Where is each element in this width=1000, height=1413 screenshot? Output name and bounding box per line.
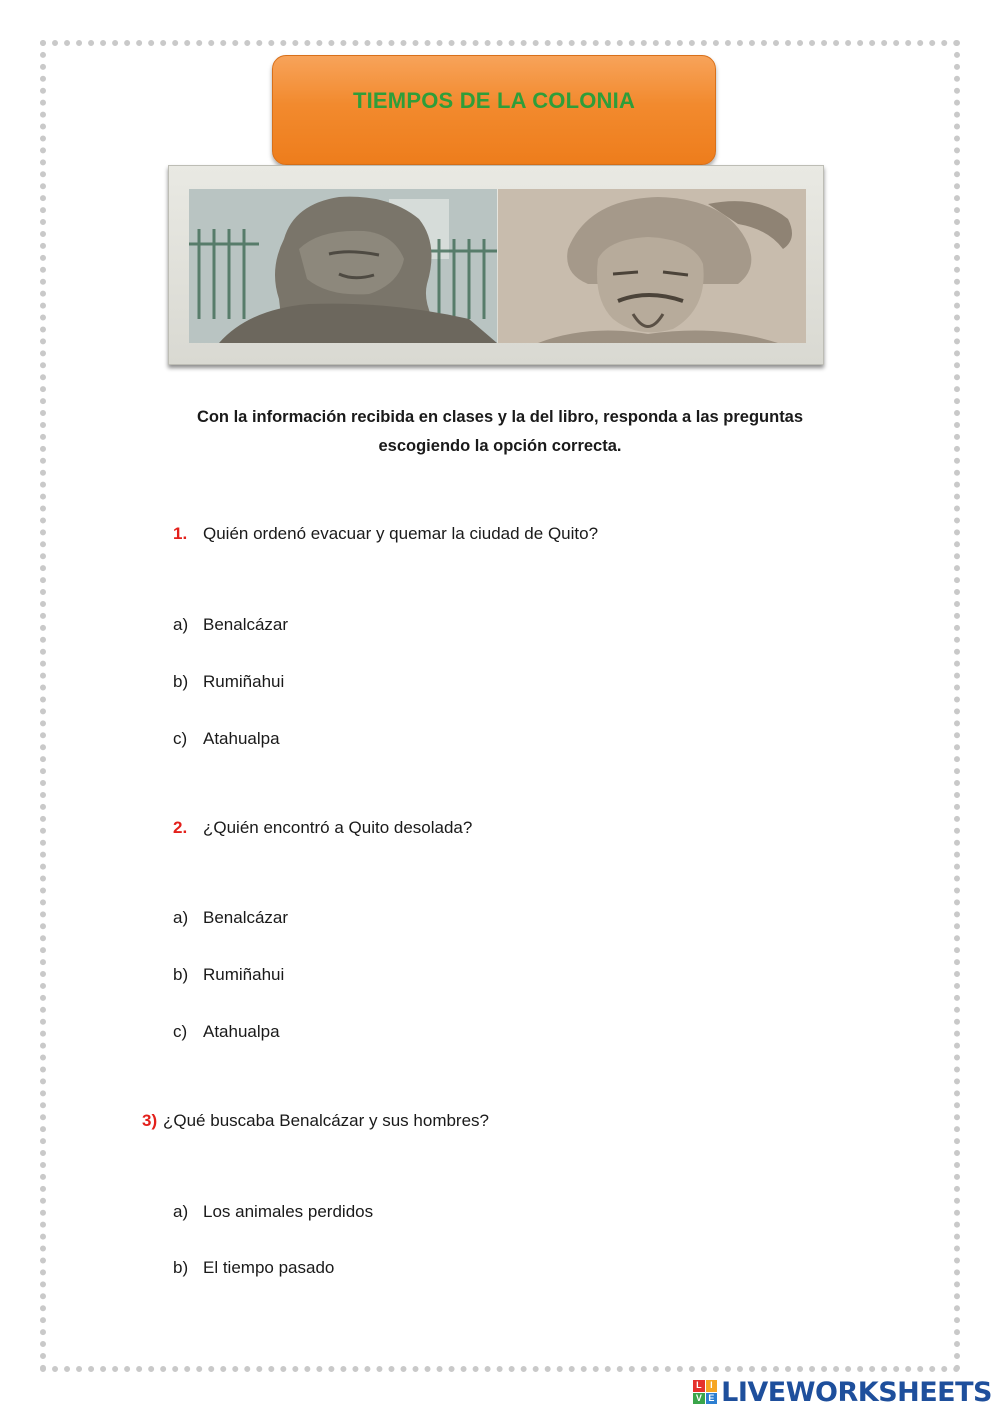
option-letter: b) (173, 672, 189, 691)
liveworksheets-logo-icon (693, 1380, 717, 1404)
question-number: 1. (173, 524, 188, 543)
logo-letter-e: E (706, 1393, 718, 1405)
question-text: ¿Qué buscaba Benalcázar y sus hombres? (163, 1111, 490, 1130)
question-3 (142, 1110, 489, 1132)
option-2a[interactable] (173, 907, 288, 929)
question-number: 2. (173, 818, 188, 837)
logo-letter-l: L (693, 1380, 705, 1392)
instructions-line-2: escogiendo la opción correcta. (378, 437, 622, 455)
conquistador-portrait-drawing (498, 189, 806, 343)
option-letter: a) (173, 615, 189, 634)
option-3b[interactable] (173, 1257, 334, 1279)
page-title: TIEMPOS DE LA COLONIA (352, 88, 636, 113)
option-text: Benalcázar (203, 615, 289, 634)
title-banner (272, 55, 716, 165)
question-number: 3) (142, 1111, 158, 1130)
question-1 (173, 523, 598, 545)
logo-letter-v: V (693, 1393, 705, 1405)
photo-frame (168, 165, 824, 365)
option-1c[interactable] (173, 728, 280, 750)
bust-statue-image (189, 189, 497, 343)
option-text: Los animales perdidos (203, 1202, 374, 1221)
option-text: Atahualpa (203, 729, 280, 748)
logo-letter-i: I (706, 1380, 718, 1392)
instructions (150, 403, 850, 461)
option-text: Benalcázar (203, 908, 289, 927)
question-text: Quién ordenó evacuar y quemar la ciudad de Quito? (203, 524, 599, 543)
option-letter: c) (173, 1022, 188, 1041)
option-3a[interactable] (173, 1201, 373, 1223)
bust-statue-drawing (189, 189, 497, 343)
option-letter: c) (173, 729, 188, 748)
question-2 (173, 817, 472, 839)
option-1b[interactable] (173, 671, 284, 693)
brand-name: LIVEWORKSHEETS (721, 1376, 992, 1408)
option-letter: b) (173, 1258, 189, 1277)
option-letter: a) (173, 908, 189, 927)
option-letter: a) (173, 1202, 189, 1221)
option-2b[interactable] (173, 964, 284, 986)
option-2c[interactable] (173, 1021, 280, 1043)
question-text: ¿Quién encontró a Quito desolada? (203, 818, 473, 837)
option-text: Rumiñahui (203, 965, 285, 984)
option-letter: b) (173, 965, 189, 984)
option-text: Atahualpa (203, 1022, 280, 1041)
option-text: Rumiñahui (203, 672, 285, 691)
option-text: El tiempo pasado (203, 1258, 335, 1277)
conquistador-portrait-image (498, 189, 806, 343)
option-1a[interactable] (173, 614, 288, 636)
liveworksheets-brand[interactable] (693, 1377, 992, 1407)
instructions-line-1: Con la información recibida en clases y la del libro, responda a las preguntas (196, 408, 804, 426)
